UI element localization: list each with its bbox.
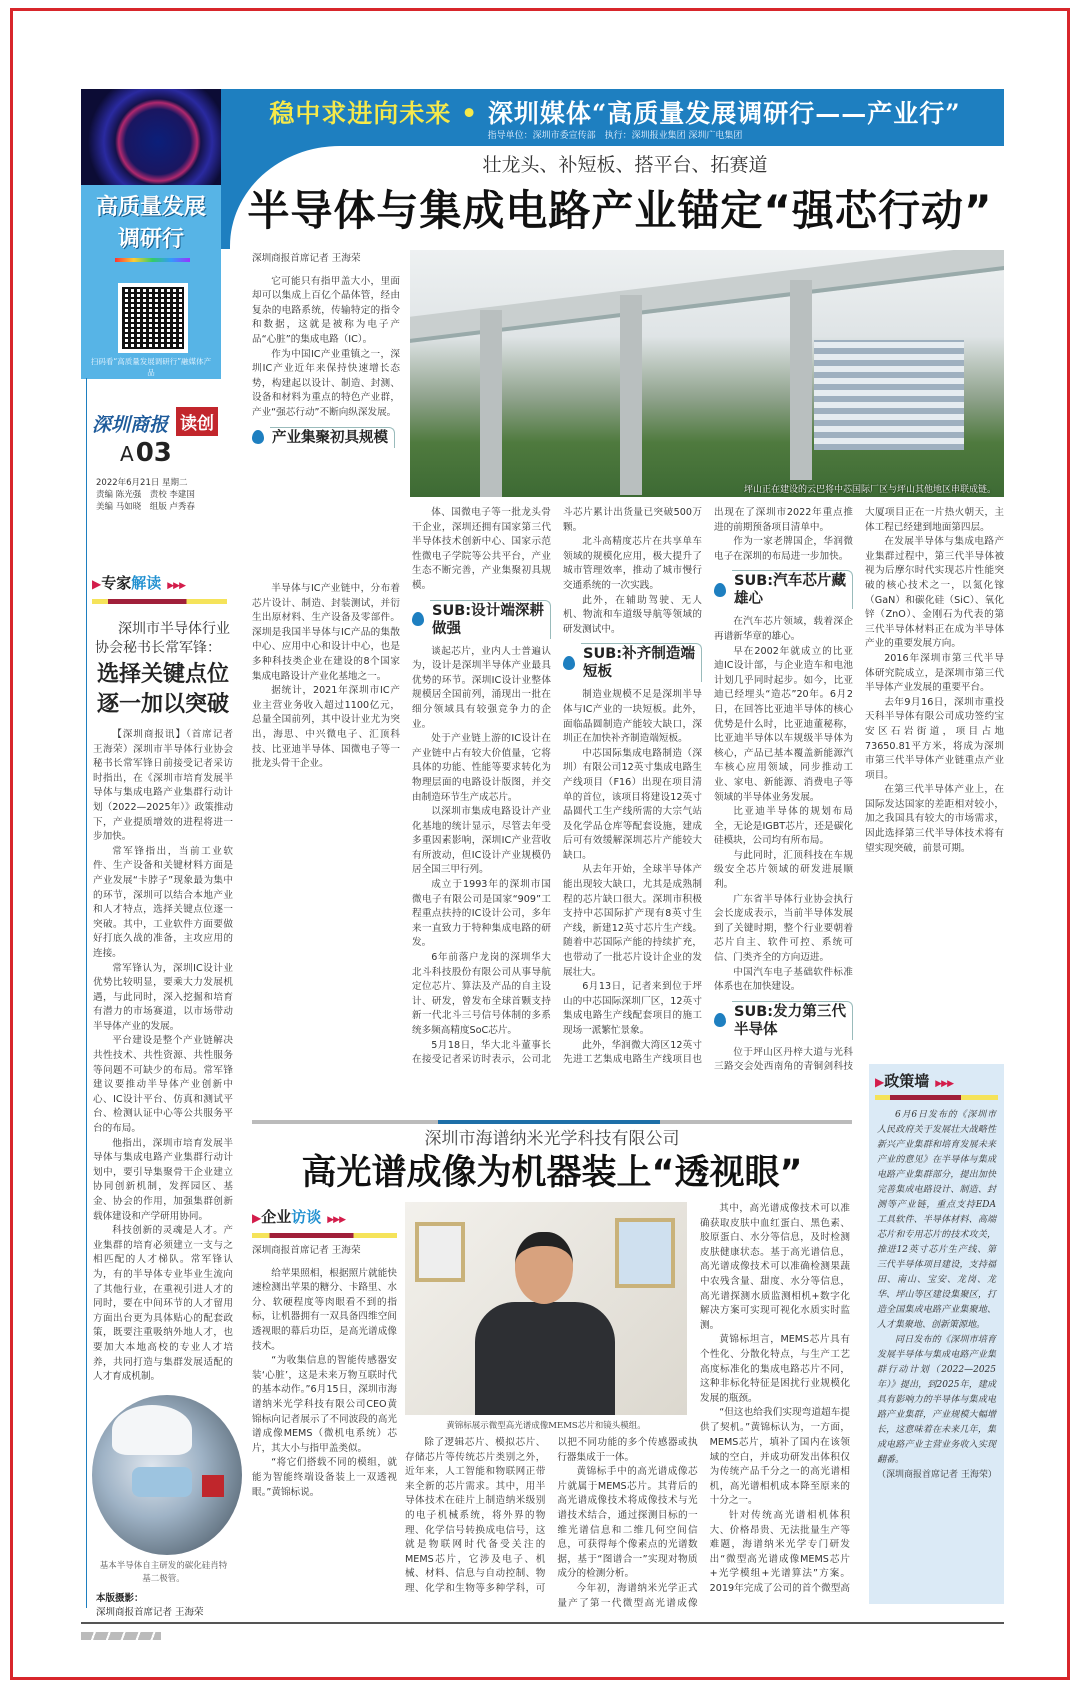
- sidebar-title-1: 高质量发展: [95, 195, 206, 220]
- paragraph: 常军锋指出，当前工业软件、生产设备和关键材料方面是产业发展“卡脖子”现象最为集中的环节，深圳可以结合本地产业和人才特点，选择关键点位逐一突破。其中，工业软件方面要做好打底久战的准备，主攻应用的连接。: [93, 845, 233, 959]
- paragraph: 中国汽车电子基础软件标准体系也在加快建设。: [714, 966, 853, 993]
- subheading: [252, 427, 400, 448]
- paragraph: 从去年开始，全球半导体产能出现较大缺口，尤其是成熟制程的芯片缺口很大。深圳市积极支持中芯国际扩产现有8英寸生产线，新建12英寸芯片生产线。随着中芯国际产能的持续扩充，也带动了一批芯片设计企业的发展壮大。: [563, 864, 702, 978]
- paragraph: 他指出，深圳市培育发展半导体与集成电路产业集群行动计划中，要引导集聚骨干企业建立协同创新机制，发挥园区、基金、协会的作用，加强集群创新载体建设和产学研用协同。: [93, 1137, 233, 1222]
- paragraph: 给苹果照相，根据照片就能快速检测出苹果的糖分、卡路里、水分、软硬程度等肉眼看不到的指标，让机器拥有一双具备四维空间透视眼的幕后功臣，是高光谱成像技术。: [252, 1267, 397, 1352]
- decorative-rings-image: [81, 89, 221, 185]
- paragraph: 常军锋认为，深圳IC设计业优势比较明显，要乘大力发展机遇，与此同时，深入挖掘和培育有潜力的市场赛道，以市场带动半导体产业的发展。: [93, 962, 233, 1032]
- paragraph: 6月13日，记者来到位于坪山的中芯国际深圳厂区，12英寸集成电路生产线配套项目的施工现场一派繁忙景象。: [563, 981, 702, 1036]
- article2-headline: 高光谱成像为机器装上“透视眼”: [301, 1153, 803, 1193]
- paragraph: 作为一家老牌国企，华润微电子在深圳的布局进一步加快。: [714, 536, 853, 562]
- policy-text: [869, 1108, 1004, 1483]
- photo-caption: 坪山正在建设的云巴将中芯国际厂区与坪山其他地区串联成链。: [743, 485, 996, 495]
- triangle-icon: ▶: [875, 1075, 885, 1089]
- paragraph: 制造业规模不足是深圳半导体与IC产业的一块短板。此外，面临晶圆制造产能较大缺口，深圳正在加快补齐制造端短板。: [563, 689, 702, 745]
- tag-highlight: 解读: [131, 574, 162, 592]
- edition-meta: [96, 477, 226, 513]
- paper-logo: 深圳商报: [92, 414, 169, 436]
- subheading-text: SUB:补齐制造端短板: [581, 643, 702, 682]
- subheading-text: SUB:设计端深耕做强: [430, 600, 551, 639]
- paragraph: 比亚迪半导体的规划布局全，无论是IGBT芯片，还是碳化硅模块，公司均有所布局。: [714, 806, 853, 847]
- expert-sub-1: 深圳市半导体行业: [118, 621, 230, 637]
- subheading: [714, 1001, 853, 1040]
- editors-line-1: 责编 陈光强 责校 李建国: [96, 490, 195, 500]
- paragraph: 谈起芯片，业内人士普遍认为，设计是深圳半导体产业最具优势的环节。深圳IC设计业整体规模居全国前列，涌现出一批在细分领域具有较强竞争力的企业。: [412, 645, 551, 730]
- paragraph: “但这也给我们实现弯道超车提供了契机。”黄锦标认为，一方面，: [700, 1407, 850, 1433]
- tag-bar: [92, 599, 227, 604]
- article1-body: [412, 506, 1004, 1096]
- monorail-photo: [410, 250, 1004, 497]
- triangle-icon: ▶: [252, 1211, 262, 1225]
- tag-highlight: 访谈: [291, 1208, 322, 1226]
- paragraph: 【深圳商报讯】（首席记者 王海荣）深圳市半导体行业协会秘书长常军锋日前接受记者采访时指出，在《深圳市培育发展半导体与集成电路产业集群行动计划（2022—2025年）》政策推动下，产业提质增效的进程将进一步加快。: [93, 729, 233, 843]
- paragraph: 6年前落户龙岗的深圳华大北斗科技股份有限公司从事导航定位芯片、算法及产品的自主设计、研发，曾发布全球首颗支持新一代北斗三号信号体制的多系统多频高精度SoC芯片。: [412, 952, 551, 1036]
- drop-icon: [563, 656, 575, 670]
- paragraph: 作为中国IC产业重镇之一，深圳IC产业近年来保持快速增长态势，构建起以设计、制造、封测、设备和材料为重点的特色产业群，产业“强芯行动”不断向纵深发展。: [252, 348, 400, 418]
- subheading-text: SUB:发力第三代半导体: [732, 1001, 853, 1040]
- expert-headline: [93, 660, 233, 720]
- issue-date: 2022年6月21日 星期二: [96, 478, 188, 488]
- article2-right-col: [700, 1202, 850, 1433]
- tag-text: 专家: [101, 574, 132, 592]
- footer-stripes: [81, 1632, 161, 1640]
- ceo-photo-caption: 黄锦标展示微型高光谱成像MEMS芯片和镜头模组。: [446, 1421, 646, 1431]
- expert-head-2: 逐一加以突破: [96, 692, 229, 717]
- company-name: 深圳市海谱纳米光学科技有限公司: [424, 1129, 680, 1149]
- chip-photo: [92, 1395, 242, 1555]
- tag-text: 企业: [261, 1208, 292, 1226]
- expert-head-1: 选择关键点位: [96, 662, 229, 687]
- expert-body: [93, 728, 233, 1388]
- paragraph: 它可能只有指甲盖大小，里面却可以集成上百亿个晶体管，经由复杂的电路系统，传输特定的指令和数据，这就是被称为电子产品“心脏”的集成电路（IC）。: [252, 275, 400, 345]
- paragraph: 去年9月16日，深圳市重投天科半导体有限公司成功签约宝安区石岩街道，项目占地73650.81平方米，将成为深圳市第三代半导体产业链重点产业项目。: [865, 696, 1004, 781]
- page-title: 半导体与集成电路产业锚定“强芯行动”: [247, 186, 993, 235]
- credit-name: 深圳商报首席记者 王海荣: [96, 1607, 204, 1618]
- paragraph: 在汽车芯片领域，载着深企再谱新华章的雄心。: [714, 616, 853, 642]
- series-name: 深圳媒体“高质量发展调研行——产业行”: [487, 99, 961, 128]
- paragraph: 针对传统高光谱相机体积大、价格昂贵、无法批量生产等难题，海谱纳米光学专门研发出“微型高光谱成像MEMS芯片+光学模组+光谱算法”方案。2019年完成了公司的首个微型高: [709, 1509, 850, 1594]
- paragraph: 据统计，2021年深圳市IC产业主营业务收入超过1100亿元，总量全国前列，其中设计业尤为突出，海思、中兴微电子、汇顶科技、比亚迪半导体、国微电子等一批龙头骨干企业。: [252, 685, 400, 770]
- policy-credit: （深圳商报首席记者 王海荣）: [877, 1470, 997, 1480]
- paragraph: 其中，高光谱成像技术可以准确获取皮肤中血红蛋白、黑色素、胶原蛋白、水分等信息，及时检测皮肤健康状态。基于高光谱信息，高光谱成像技术可以准确检测果蔬中农残含量、甜度、水分等信息，高光谱探测水质监测相机+数字化解决方案可实现可视化水质实时监测。: [700, 1203, 850, 1331]
- paragraph: 2016年深圳市第三代半导体研究院成立，是深圳市第三代半导体产业发展的重要平台。: [865, 652, 1004, 694]
- subheading-text: 产业集聚初具规模: [270, 427, 395, 448]
- article1-col1b: [252, 582, 400, 1094]
- expert-section-tag: [92, 572, 227, 604]
- page-number: [120, 438, 172, 468]
- triangle-icon: ▶: [92, 577, 102, 591]
- paragraph: 深圳商报首席记者 王海荣: [252, 1245, 361, 1256]
- paragraph: 北斗高精度芯片在共享单车领域的规模化应用，极大提升了城市管理效率，推动了城市慢行交通系统的一次实践。: [563, 536, 702, 591]
- article2-lead: [252, 1244, 397, 1616]
- policy-wall: [869, 1064, 1004, 1604]
- chip-photo-caption: 基本半导体自主研发的碳化硅肖特基二极管。: [99, 1561, 228, 1584]
- expert-sub-2: 协会秘书长常军锋：: [95, 640, 221, 656]
- paragraph: “将它们搭载不同的模组，就能为智能终端设备装上一双透视眼。”黄锦标说。: [252, 1457, 397, 1498]
- subheading-text: SUB:汽车芯片藏雄心: [732, 570, 853, 609]
- column-rule: [86, 378, 87, 1608]
- policy-tag: 政策墙: [884, 1072, 930, 1090]
- paragraph: 在发展半导体与集成电路产业集群过程中，第三代半导体被视为后摩尔时代实现芯片性能突破的核心技术之一，以氮化镓（GaN）和碳化硅（SiC）、氧化锌（ZnO）、金刚石为代表的第三代半导体材料正在成为半导体产业的重要发展方向。: [865, 536, 1004, 650]
- paragraph: 黄锦标手中的高光谱成像芯片就属于MEMS芯片。其背后的高光谱成像技术将成像技术与光谱技术结合，通过探测目标的一维光谱信息和二维几何空间信息，可获得每个像素点的光谱数据，基于“图谱合一”实现对物质成分的检测分析。: [557, 1466, 698, 1580]
- paragraph: 同日发布的《深圳市培育发展半导体与集成电路产业集群行动计划（2022—2025年）》提出，到2025年，建成具有影响力的半导体与集成电路产业集群，产业规模大幅增长，这意味着在未来几年，集成电路产业主营业务收入实现翻番。: [877, 1335, 996, 1465]
- page-number-value: 03: [135, 438, 172, 468]
- paragraph: 在第三代半导体产业上，在国际发达国家的差距相对较小，加之我国具有较大的市场需求，因此选择第三代半导体技术将有望实现突破，前景可期。: [865, 784, 1004, 854]
- subheading: [563, 643, 702, 682]
- paragraph: 除了逻辑芯片、模拟芯片、存储芯片等传统芯片类别之外，近年来，人工智能和物联网正带来全新的芯片需求。其中，用半导体技术在硅片上制造纳米级别的电子机械系统，将外界的物理、化学信号转换成电信号，这就是物联网时代备受关注的MEMS芯片，它涉及电子、机械、材料、信息与自动控制、物理、化学和生物等多种学科，可以把不同功能的多个传感器或执行器集成于一体。: [405, 1437, 698, 1594]
- drop-icon: [714, 1013, 726, 1027]
- paragraph: 5月18日，华大北斗董事长在接受记者采访时表示，公司北斗芯片累计出货量已突破500万颗。: [412, 507, 702, 1066]
- drop-icon: [714, 583, 726, 597]
- page-prefix: A: [120, 442, 134, 466]
- kicker: 壮龙头、补短板、搭平台、拓赛道: [482, 154, 768, 176]
- paragraph: 体、国微电子等一批龙头骨干企业，深圳还拥有国家第三代半导体技术创新中心、国家示范性微电子学院等公共平台，产业生态不断完善，产业集聚初具规模。: [412, 507, 551, 591]
- paragraph: 以深圳市集成电路设计产业化基地的统计显示，尽管去年受多重因素影响，深圳IC产业营收有所波动，但IC设计产业规模仍居全国三甲行列。: [412, 806, 551, 876]
- paragraph: 6月6日发布的《深圳市人民政府关于发展壮大战略性新兴产业集群和培育发展未来产业的意见》在半导体与集成电路产业集群部分，提出加快完善集成电路设计、制造、封测等产业链，重点支持EDA工具软件、半导体材料、高端芯片和专用芯片的技术攻关，推进12英寸芯片生产线、第三代半导体项目建设，支持福田、南山、宝安、龙岗、龙华、坪山等区建设集聚区，打造全国集成电路产业集聚地、人才集聚地、创新策源地。: [877, 1110, 996, 1330]
- paragraph: 广东省半导体行业协会执行会长庞成表示，当前半导体发展到了关键时期，整个行业要朝着芯片自主、软件可控、系统可信、门类齐全的方向迈进。: [714, 893, 853, 964]
- paragraph: 位于坪山区丹梓大道与光科三路交会处西南角的青铜剑科技大厦项目正在一片热火朝天，主体工程已经建到地面第四层。: [714, 507, 1004, 1073]
- paragraph: 半导体与IC产业链中，分布着芯片设计、制造、封装测试，并衍生出原材料、生产设备及零部件。深圳是我国半导体与IC产品的集散中心、应用中心和设计中心，也是多种科技类企业在建设的8个国家集成电路设计产业化基地之一。: [252, 583, 400, 682]
- tag-bar: [875, 1095, 998, 1100]
- drop-icon: [412, 612, 424, 626]
- sidebar-title-2: 调研行: [117, 227, 184, 252]
- paper-tag: 读创: [176, 407, 218, 436]
- paragraph: 处于产业链上游的IC设计在产业链中占有较大价值量，它将具体的功能、性能等要求转化为物理层面的电路设计版图，并交由制造环节生产成芯片。: [412, 733, 551, 803]
- article2-body: [405, 1436, 850, 1616]
- paragraph: 今年初，海谱纳米光学正式量产了第一代微型高光谱成像MEMS芯片，填补了国内在该领域的空白，并成功研发出体积仅为传统产品千分之一的高光谱相机，高光谱相机成本降至原来的十分之一。: [557, 1437, 850, 1609]
- editors-line-2: 美编 马如晓 组版 卢秀春: [96, 502, 195, 512]
- paragraph: 中芯国际集成电路制造（深圳）有限公司12英寸集成电路生产线项目（F16）出现在项目清单的首位，该项目将建设12英寸晶圆代工生产线所需的大宗气站及化学品仓库等配套设施，建成后可有效缓解深圳芯片产能较大缺口。: [563, 747, 702, 861]
- rainbow-bar: [115, 258, 190, 262]
- series-title: [230, 94, 1000, 130]
- drop-icon: [252, 430, 264, 444]
- paragraph: “为收集信息的智能传感器安装‘心脏’，这是未来万物互联时代的基本动作。”6月15日，深圳市海谱纳米光学科技有限公司CEO黄锦标向记者展示了不同波段的高光谱成像MEMS（微机电系统）芯片，其大小与指甲盖类似。: [252, 1355, 397, 1454]
- subheading: [412, 600, 551, 639]
- footer-rule: [81, 1622, 1004, 1624]
- article1-lead: [252, 252, 400, 582]
- paragraph: 与此同时，汇顶科技在车规级安全芯片领域的研发进展顺利。: [714, 849, 853, 891]
- qr-caption: 扫码看“高质量发展调研行”融媒体产品: [90, 357, 212, 377]
- paragraph: 平台建设是整个产业链解决共性技术、共性资源、共性服务等问题不可缺少的布局。常军锋建议要推动半导体产业创新中心、IC设计平台、仿真和测试平台、检测认证中心等公共服务平台的布局。: [93, 1035, 233, 1135]
- arrows-icon: ▶▶▶: [327, 1215, 346, 1225]
- subheading: [714, 570, 853, 609]
- tag-bar: [252, 1233, 397, 1238]
- guidance-line: 指导单位：深圳市委宣传部 执行：深圳报业集团 深圳广电集团: [487, 131, 743, 141]
- interview-section-tag: [252, 1206, 397, 1238]
- paragraph: 此外，在辅助驾驶、无人机、物流和车道级导航等领域的研发测试中。: [563, 594, 702, 635]
- paragraph: 早在2002年就成立的比亚迪IC设计部，与企业造车和电池计划几乎同时起步。如今，比亚迪已经埋头“造芯”20年。6月2日，在回答比亚迪半导体的核心优势是什么时，比亚迪董秘称，比亚迪半导体以车规级半导体为核心，产品已基本覆盖新能源汽车核心应用领域，同步推动工业、家电、新能源、消费电子等领域的半导体业务发展。: [714, 645, 853, 803]
- section-divider: [252, 1120, 852, 1124]
- ceo-photo: [405, 1202, 687, 1415]
- slogan: 稳中求进向未来 •: [269, 99, 479, 128]
- qr-code[interactable]: [118, 283, 188, 353]
- arrows-icon: ▶▶▶: [935, 1079, 954, 1089]
- paragraph: 科技创新的灵魂是人才。产业集群的培育必须建立一支与之相匹配的人才梯队。常军锋认为，有的半导体专业毕业生流向了其他行业，在重视引进人才的同时，要在中间环节的人才留用方面出台更为具体贴心的配套政策，既要注重吸纳外地人才，也要加大本地高校的专业人才培养，共同打造与集群发展适配的人才育成机制。: [93, 1225, 233, 1383]
- paragraph: 深圳商报首席记者 王海荣: [252, 253, 361, 264]
- paragraph: 成立于1993年的深圳市国微电子有限公司是国家“909”工程重点扶持的IC设计公司，多年来一直致力于特种集成电路的研发。: [412, 879, 551, 949]
- paragraph: 此外，华润微大湾区12英寸先进工艺集成电路生产线项目也出现在了深圳市2022年重点推进的前期预备项目清单中。: [563, 507, 853, 1066]
- photo-credit: [96, 1592, 236, 1620]
- expert-subtitle: [95, 620, 230, 658]
- arrows-icon: ▶▶▶: [167, 581, 186, 591]
- credit-label: 本版摄影：: [96, 1593, 144, 1604]
- paragraph: 黄锦标坦言，MEMS芯片具有个性化、分散化特点，与生产工艺高度标准化的集成电路芯片不同，这种非标化特征是困扰行业规模化发展的瓶颈。: [700, 1334, 850, 1404]
